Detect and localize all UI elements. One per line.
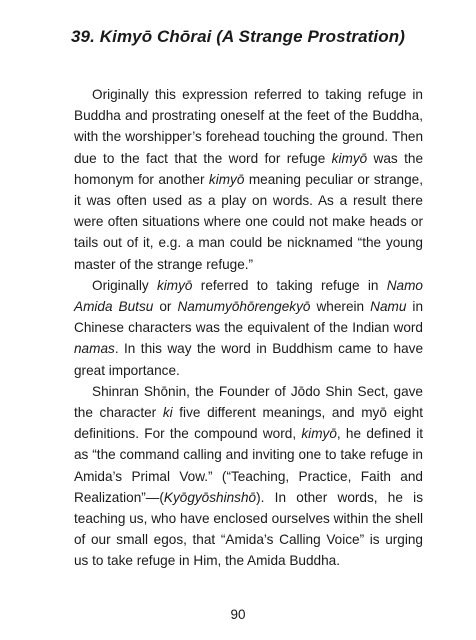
italic-term: Namumyōhōrengekyō xyxy=(177,299,311,315)
paragraph xyxy=(74,84,423,275)
italic-term: namas xyxy=(74,341,115,357)
italic-term: Namu xyxy=(370,299,407,315)
page-title: 39. Kimyō Chōrai (A Strange Prostration) xyxy=(71,27,405,46)
text-run: , he defined it as “the command calling and inviting one to take refuge in Amida’s Primal Vow.” (“Teaching, Practice, Faith and Realization”—( xyxy=(74,426,423,505)
text-run: . In this way the word in Buddhism came to have great importance. xyxy=(74,341,423,378)
body-text xyxy=(74,84,423,572)
italic-term: kimyō xyxy=(301,426,337,442)
text-run: referred to taking refuge in xyxy=(192,277,387,293)
text-run: wherein xyxy=(310,299,371,315)
italic-term: kimyō xyxy=(208,171,245,187)
italic-term: Namo Amida Butsu xyxy=(74,277,423,315)
text-run: in Chinese characters was the equivalent of the Indian word xyxy=(74,299,423,336)
italic-term: kimyō xyxy=(331,150,368,166)
italic-term: kimyō xyxy=(156,277,193,293)
page-number: 90 xyxy=(230,607,246,622)
text-run: Originally this expression referred to taking refuge in Buddha and prostrating oneself at the feet of the Buddha, with the worshipper’s forehead touching the ground. Then due to the fact that the word for refuge xyxy=(74,87,423,166)
italic-term: ki xyxy=(162,405,173,421)
text-run: or xyxy=(153,299,178,315)
paragraph xyxy=(74,381,423,572)
text-run: Originally xyxy=(92,277,157,293)
text-run: meaning peculiar or strange, it was often used as a play on words. As a result there were often situations where one could not make heads or tails out of it, e.g. a man could be nicknamed “the young master of the strange refuge.” xyxy=(74,171,424,272)
paragraph xyxy=(74,275,423,381)
text-run: was the homonym for another xyxy=(74,150,423,187)
text-run: five different meanings, and myō eight definitions. For the compound word, xyxy=(74,405,423,442)
italic-term: Kyōgyōshinshō xyxy=(163,489,257,505)
text-run: ). In other words, he is teaching us, who have enclosed ourselves within the shell of our small egos, that “Amida’s Calling Voice” is urging us to take refuge in Him, the Amida Buddha. xyxy=(74,489,423,569)
text-run: Shinran Shōnin, the Founder of Jōdo Shin Sect, gave the character xyxy=(74,383,423,421)
